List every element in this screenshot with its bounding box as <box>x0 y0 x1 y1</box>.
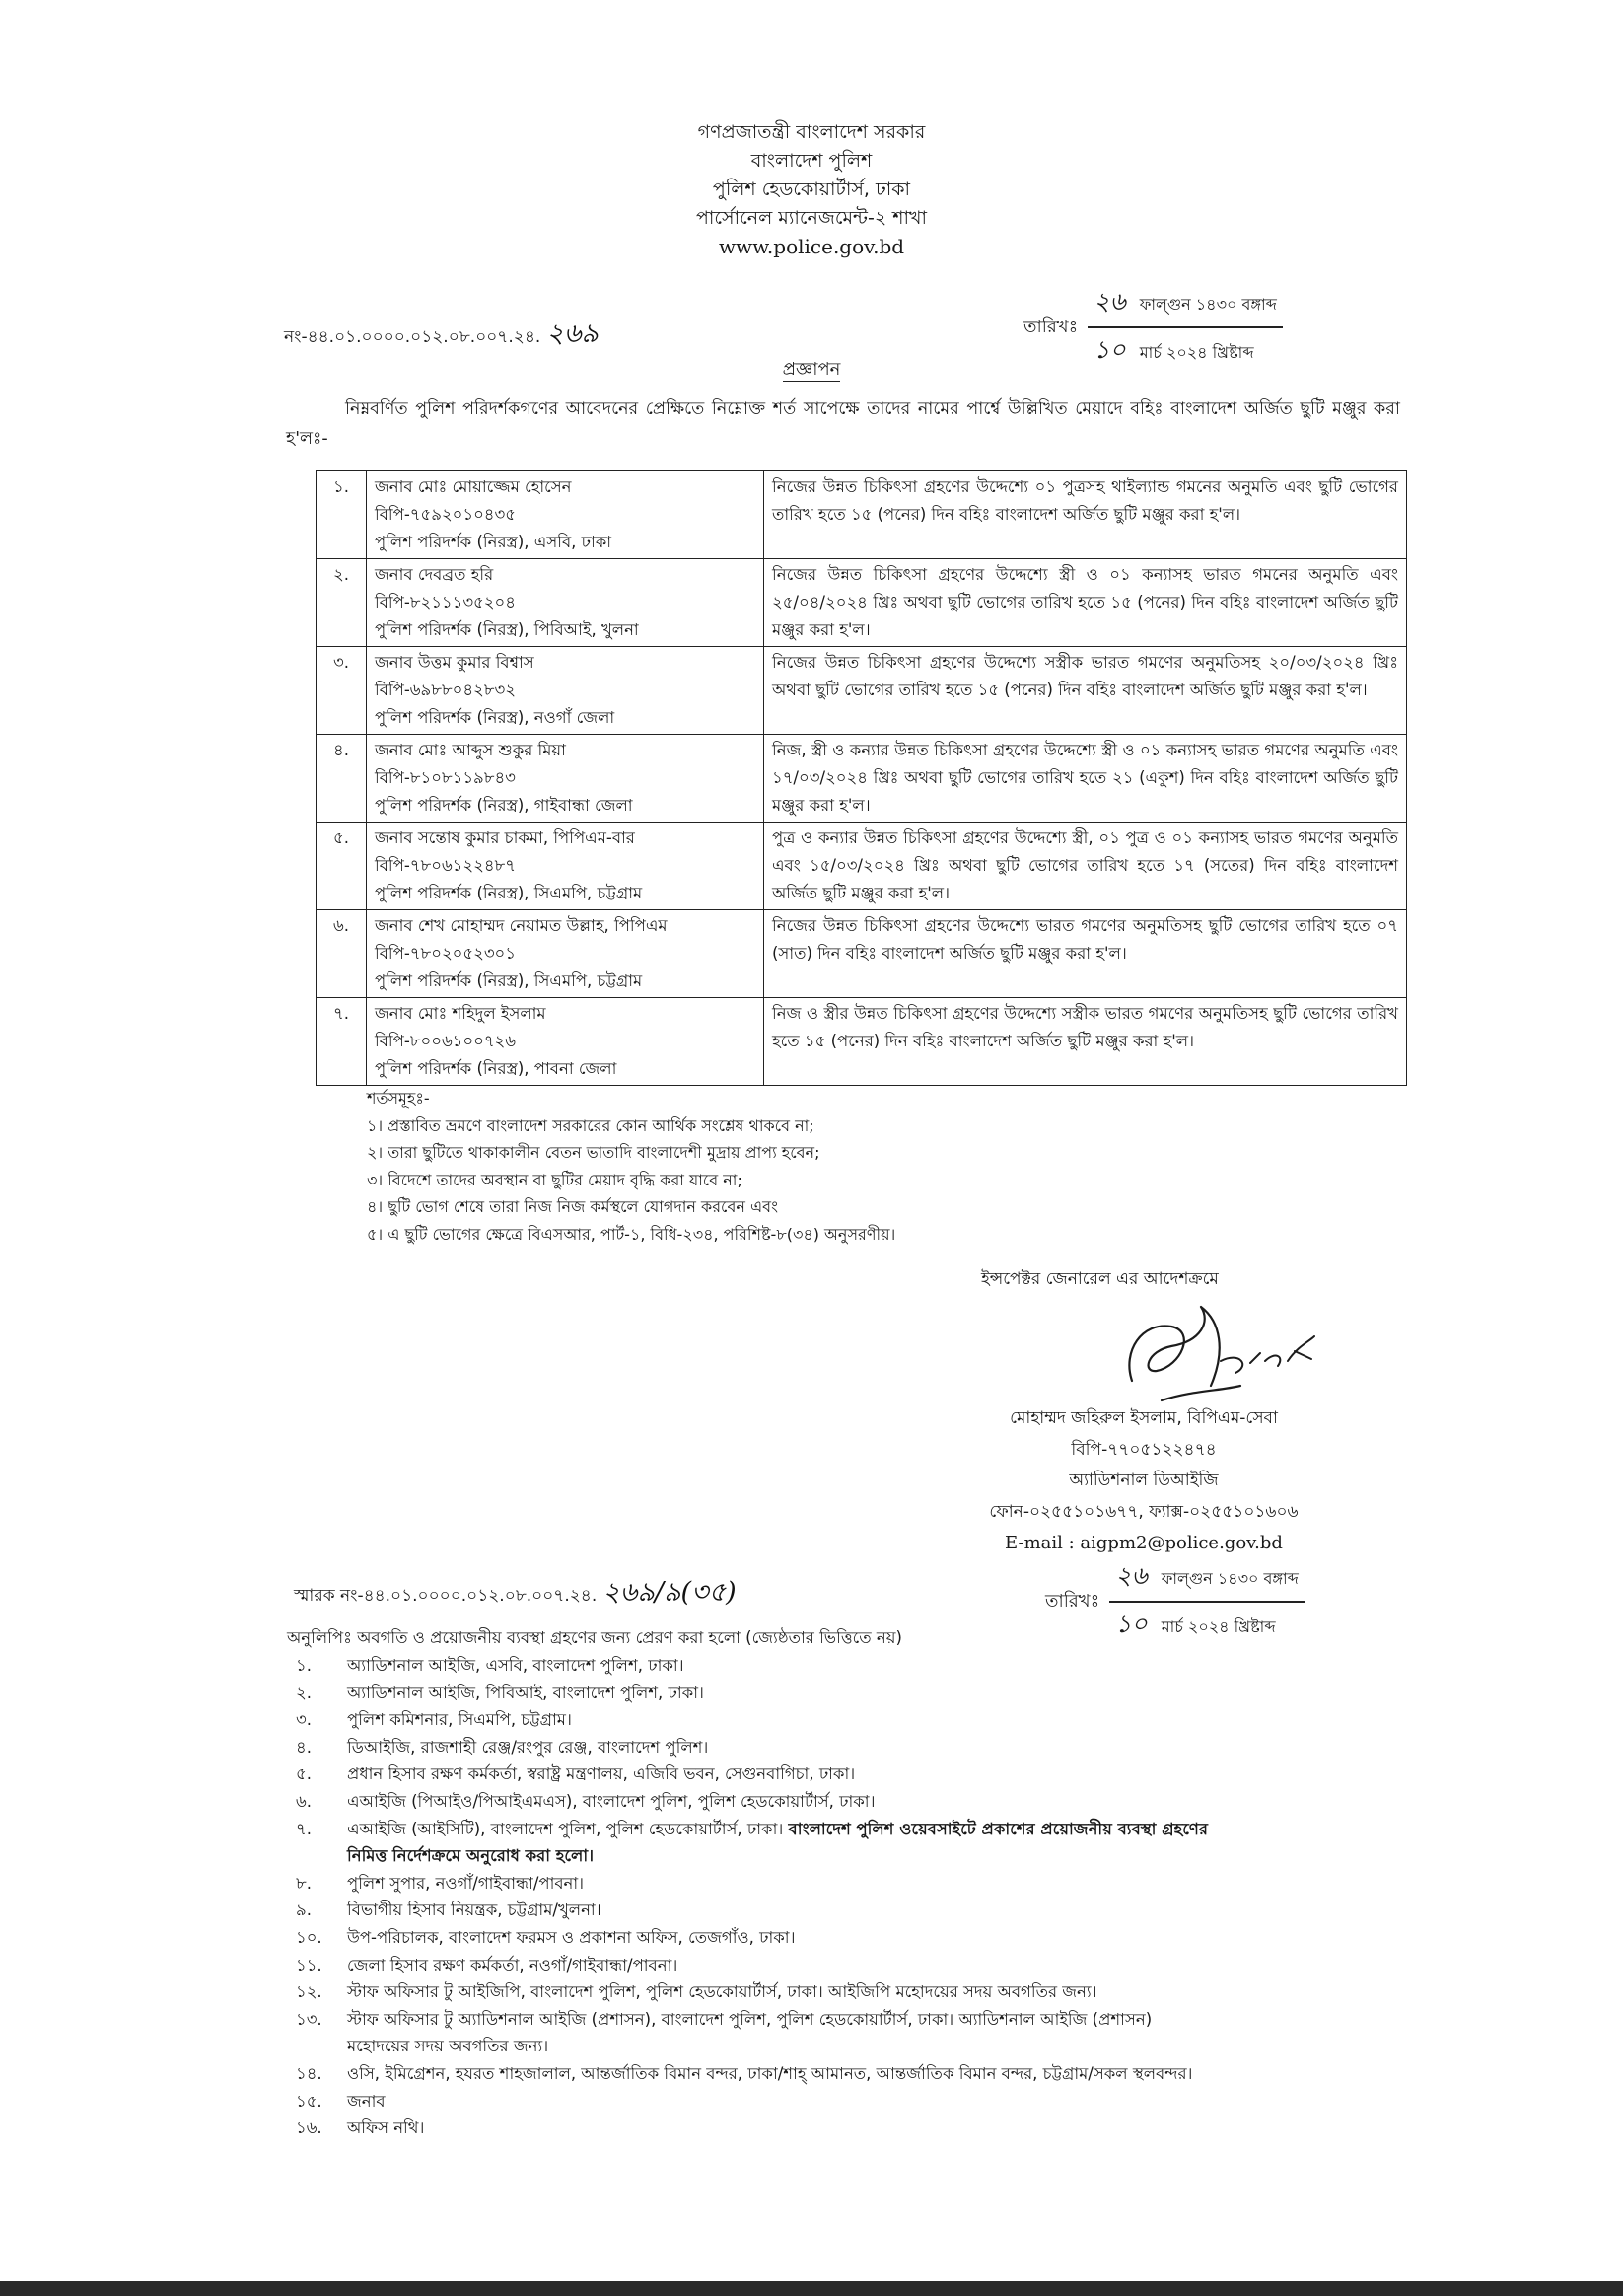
officer-name: জনাব দেবব্রত হরি <box>375 565 494 584</box>
grant-details: নিজের উন্নত চিকিৎসা গ্রহণের উদ্দেশ্যে স্ত্রী ও ০১ কন্যাসহ ভারত গমনের অনুমতি এবং ২৫/০৪/২০২৪ খ্রিঃ অথবা ছুটি ভোগের তারিখ হতে ১৫ (পনের) দিন বহিঃ বাংলাদেশ অর্জিত ছুটি মঞ্জুর করা হ'ল। <box>764 559 1407 647</box>
date-bangla-day: ২৬ <box>1094 287 1126 316</box>
copy-item <box>296 2088 1410 2116</box>
condition-item: ২। তারা ছুটিতে থাকাকালীন বেতন ভাতাদি বাংলাদেশী মুদ্রায় প্রাপ্য হবেন; <box>367 1143 820 1162</box>
condition-item: ৩। বিদেশে তাদের অবস্থান বা ছুটির মেয়াদ বৃদ্ধি করা যাবে না; <box>367 1170 742 1189</box>
officer-post: পুলিশ পরিদর্শক (নিরস্ত্র), পিবিআই, খুলনা <box>375 620 639 639</box>
officer-name: জনাব সন্তোষ কুমার চাকমা, পিপিএম-বার <box>375 828 635 847</box>
copy-text: স্টাফ অফিসার টু আইজিপি, বাংলাদেশ পুলিশ, পুলিশ হেডকোয়ার্টার্স, ঢাকা। আইজিপি মহোদয়ের সদয় অবগতির জন্য। <box>347 1982 1097 2002</box>
copy-number: ৫. <box>296 1764 312 1784</box>
copy-text: অফিস নথি। <box>347 2118 425 2138</box>
copy-number: ২. <box>296 1683 312 1702</box>
copy-number: ৩. <box>296 1710 312 1730</box>
copy-text: বিভাগীয় হিসাব নিয়ন্ত্রক, চট্টগ্রাম/খুলনা। <box>347 1901 601 1920</box>
grant-details: নিজের উন্নত চিকিৎসা গ্রহণের উদ্দেশ্যে ০১ পুত্রসহ থাইল্যান্ড গমনের অনুমতি এবং ছুটি ভোগের তারিখ হতে ১৫ (পনের) দিন বহিঃ বাংলাদেশ অর্জিত ছুটি মঞ্জুর করা হ'ল। <box>764 471 1407 559</box>
grant-row <box>317 823 1407 910</box>
copy-number: ৯. <box>296 1901 312 1920</box>
grant-serial: ১. <box>317 471 367 559</box>
copy-text: পুলিশ কমিশনার, সিএমপি, চট্টগ্রাম। <box>347 1710 572 1730</box>
copy-text: পুলিশ সুপার, নওগাঁ/গাইবান্ধা/পাবনা। <box>347 1873 585 1893</box>
copy-number: ১৬. <box>296 2118 322 2138</box>
date-eng-day: ১০ <box>1094 335 1126 364</box>
copy-item <box>296 2115 1410 2142</box>
grant-details: নিজের উন্নত চিকিৎসা গ্রহণের উদ্দেশ্যে ভারত গমণের অনুমতিসহ ছুটি ভোগের তারিখ হতে ০৭ (সাত) দিন বহিঃ বাংলাদেশ অর্জিত ছুটি মঞ্জুর করা হ'ল। <box>764 910 1407 998</box>
copy-text: অ্যাডিশনাল আইজি, পিবিআই, বাংলাদেশ পুলিশ, ঢাকা। <box>347 1683 704 1702</box>
grant-details: নিজ ও স্ত্রীর উন্নত চিকিৎসা গ্রহণের উদ্দেশ্যে সস্ত্রীক ভারত গমণের অনুমতিসহ ছুটি ভোগের তারিখ হতে ১৫ (পনের) দিন বহিঃ বাংলাদেশ অর্জিত ছুটি মঞ্জুর করা হ'ল। <box>764 998 1407 1086</box>
signer-block <box>917 1403 1371 1559</box>
copy-header: অনুলিপিঃ অবগতি ও প্রয়োজনীয় ব্যবস্থা গ্রহণের জন্য প্রেরণ করা হলো (জ্যেষ্ঠতার ভিত্তিতে নয়) <box>287 1628 902 1647</box>
date-bangla-rest: ফাল্গুন ১৪৩০ বঙ্গাব্দ <box>1139 295 1277 314</box>
grant-officer <box>367 998 764 1086</box>
copy-item <box>296 1652 1410 1680</box>
copy-item <box>296 1897 1410 1924</box>
copy-number: ৬. <box>296 1791 312 1811</box>
grant-serial: ৩. <box>317 647 367 735</box>
memo-number-text: নং-৪৪.০১.০০০০.০১২.০৮.০০৭.২৪. <box>284 327 541 347</box>
copy-number: ৪. <box>296 1737 312 1757</box>
copy-item <box>296 1816 1410 1843</box>
signer-email: E-mail : aigpm2@police.gov.bd <box>1005 1533 1283 1553</box>
condition-item: ৫। এ ছুটি ভোগের ক্ষেত্রে বিএসআর, পার্ট-১, বিধি-২৩৪, পরিশিষ্ট-৮(৩৪) অনুসরণীয়। <box>367 1224 896 1244</box>
signer-bp: বিপি-৭৭০৫১২২৪৭৪ <box>1071 1439 1217 1460</box>
scan-edge <box>0 2281 1623 2296</box>
grant-officer <box>367 823 764 910</box>
copy-item <box>296 1706 1410 1734</box>
conditions <box>367 1085 895 1248</box>
officer-bp: বিপি-৭৫৯২০১০৪৩৫ <box>375 505 516 524</box>
letterhead-line-police: বাংলাদেশ পুলিশ <box>750 150 873 172</box>
officer-post: পুলিশ পরিদর্শক (নিরস্ত্র), এসবি, ঢাকা <box>375 533 612 551</box>
grant-details: নিজ, স্ত্রী ও কন্যার উন্নত চিকিৎসা গ্রহণের উদ্দেশ্যে স্ত্রী ও ০১ কন্যাসহ ভারত গমণের অনুমতি এবং ১৭/০৩/২০২৪ খ্রিঃ অথবা ছুটি ভোগের তারিখ হতে ২১ (একুশ) দিন বহিঃ বাংলাদেশ অর্জিত ছুটি মঞ্জুর করা হ'ল। <box>764 735 1407 823</box>
conditions-title: শর্তসমূহঃ- <box>367 1089 430 1108</box>
grant-details: পুত্র ও কন্যার উন্নত চিকিৎসা গ্রহণের উদ্দেশ্যে স্ত্রী, ০১ পুত্র ও ০১ কন্যাসহ ভারত গমণের অনুমতি এবং ১৫/০৩/২০২৪ খ্রিঃ অথবা ছুটি ভোগের তারিখ হতে ১৭ (সতের) দিন বহিঃ বাংলাদেশ অর্জিত ছুটি মঞ্জুর করা হ'ল। <box>764 823 1407 910</box>
letterhead-line-hq: পুলিশ হেডকোয়ার্টার্স, ঢাকা <box>712 179 911 200</box>
copy-text: এআইজি (পিআইও/পিআইএমএস), বাংলাদেশ পুলিশ, পুলিশ হেডকোয়ার্টার্স, ঢাকা। <box>347 1791 876 1811</box>
grant-serial: ২. <box>317 559 367 647</box>
copy-item <box>296 1870 1410 1898</box>
grant-row <box>317 471 1407 559</box>
letterhead <box>0 118 1623 261</box>
grant-officer <box>367 910 764 998</box>
grant-row <box>317 559 1407 647</box>
copy-item <box>296 1788 1410 1816</box>
copy-text-continued: মহোদয়ের সদয় অবগতির জন্য। <box>347 2037 549 2056</box>
copy-text: উপ-পরিচালক, বাংলাদেশ ফরমস ও প্রকাশনা অফিস, তেজগাঁও, ঢাকা। <box>347 1927 796 1947</box>
leave-grants-table <box>316 470 1407 1086</box>
grant-officer <box>367 559 764 647</box>
officer-bp: বিপি-৮০০৬১০০৭২৬ <box>375 1032 517 1050</box>
copy-number: ১৩. <box>296 2009 322 2029</box>
officer-name: জনাব মোঃ শহিদুল ইসলাম <box>375 1004 546 1023</box>
officer-post: পুলিশ পরিদর্শক (নিরস্ত্র), সিএমপি, চট্টগ্রাম <box>375 971 643 990</box>
date2-bangla-day: ২৬ <box>1115 1561 1148 1590</box>
date2-label: তারিখঃ <box>1045 1590 1100 1612</box>
date-eng-rest: মার্চ ২০২৪ খ্রিষ্টাব্দ <box>1139 343 1254 362</box>
copy-number: ১১. <box>296 1955 322 1974</box>
grant-serial: ৫. <box>317 823 367 910</box>
grant-serial: ৪. <box>317 735 367 823</box>
order-line: ইন্সপেক্টর জেনারেল এর আদেশক্রমে <box>981 1269 1219 1289</box>
copy-text: ডিআইজি, রাজশাহী রেঞ্জ/রংপুর রেঞ্জ, বাংলাদেশ পুলিশ। <box>347 1737 709 1757</box>
notice-title: প্রজ্ঞাপন <box>782 359 841 380</box>
copy-number: ৮. <box>296 1873 312 1893</box>
copy-number: ৭. <box>296 1819 312 1838</box>
copy-text: স্টাফ অফিসার টু অ্যাডিশনাল আইজি (প্রশাসন), বাংলাদেশ পুলিশ, পুলিশ হেডকোয়ার্টার্স, ঢাকা। অ্যাডিশনাল আইজি (প্রশাসন) <box>347 2009 1153 2029</box>
grant-row <box>317 910 1407 998</box>
grant-row <box>317 735 1407 823</box>
copy-number: ১. <box>296 1656 312 1675</box>
copy-item <box>296 2006 1410 2034</box>
officer-post: পুলিশ পরিদর্শক (নিরস্ত্র), গাইবান্ধা জেলা <box>375 796 633 815</box>
copy-number: ১০. <box>296 1927 322 1947</box>
officer-bp: বিপি-৭৮০২০৫২৩০১ <box>375 944 516 963</box>
grant-serial: ৭. <box>317 998 367 1086</box>
memo2-number-text: স্মারক নং-৪৪.০১.০০০০.০১২.০৮.০০৭.২৪. <box>294 1586 598 1606</box>
memo-handwritten-number: ২৬৯ <box>546 319 599 349</box>
copy-text: অ্যাডিশনাল আইজি, এসবি, বাংলাদেশ পুলিশ, ঢাকা। <box>347 1656 684 1675</box>
officer-bp: বিপি-৬৯৮৮০৪২৮৩২ <box>375 681 516 699</box>
grant-officer <box>367 647 764 735</box>
copy-item <box>296 1760 1410 1788</box>
officer-bp: বিপি-৮১০৮১১৯৮৪৩ <box>375 768 516 787</box>
copy-item <box>296 1924 1410 1952</box>
date2-bangla-rest: ফাল্গুন ১৪৩০ বঙ্গাব্দ <box>1161 1569 1299 1588</box>
officer-name: জনাব শেখ মোহাম্মদ নেয়ামত উল্লাহ, পিপিএম <box>375 916 668 935</box>
officer-name: জনাব মোঃ আব্দুস শুকুর মিয়া <box>375 741 566 759</box>
condition-item: ৪। ছুটি ভোগ শেষে তারা নিজ নিজ কর্মস্থলে যোগদান করবেন এবং <box>367 1197 778 1216</box>
copy-text: ওসি, ইমিগ্রেশন, হযরত শাহজালাল, আন্তর্জাতিক বিমান বন্দর, ঢাকা/শাহ্ আমানত, আন্তর্জাতিক বিমান বন্দর, চট্টগ্রাম/সকল স্থলবন্দর। <box>347 2063 1193 2083</box>
officer-name: জনাব উত্তম কুমার বিশ্বাস <box>375 653 534 672</box>
officer-post: পুলিশ পরিদর্শক (নিরস্ত্র), নওগাঁ জেলা <box>375 708 615 727</box>
copy-text: জনাব <box>347 2091 386 2111</box>
officer-post: পুলিশ পরিদর্শক (নিরস্ত্র), সিএমপি, চট্টগ্রাম <box>375 884 643 902</box>
copy-number: ১২. <box>296 1982 322 2002</box>
copy-number: ১৫. <box>296 2091 322 2111</box>
grant-officer <box>367 735 764 823</box>
grant-row <box>317 647 1407 735</box>
memo-number-2 <box>294 1572 737 1616</box>
date2-eng-rest: মার্চ ২০২৪ খ্রিষ্টাব্দ <box>1161 1617 1276 1636</box>
date-block-2 <box>1045 1556 1305 1647</box>
copy-bold-note: বাংলাদেশ পুলিশ ওয়েবসাইটে প্রকাশের প্রয়োজনীয় ব্যবস্থা গ্রহণের <box>788 1819 1208 1838</box>
copy-text: জেলা হিসাব রক্ষণ কর্মকর্তা, নওগাঁ/গাইবান্ধা/পাবনা। <box>347 1955 678 1974</box>
grant-serial: ৬. <box>317 910 367 998</box>
condition-item: ১। প্রস্তাবিত ভ্রমণে বাংলাদেশ সরকারের কোন আর্থিক সংশ্লেষ থাকবে না; <box>367 1115 814 1135</box>
copy-recipients-list <box>296 1652 1410 2142</box>
grant-officer <box>367 471 764 559</box>
officer-post: পুলিশ পরিদর্শক (নিরস্ত্র), পাবনা জেলা <box>375 1059 617 1078</box>
signer-phone: ফোন-০২৫৫১০১৬৭৭, ফ্যাক্স-০২৫৫১০১৬০৬ <box>989 1501 1299 1522</box>
copy-item <box>296 1734 1410 1761</box>
copy-text: প্রধান হিসাব রক্ষণ কর্মকর্তা, স্বরাষ্ট্র মন্ত্রণালয়, এজিবি ভবন, সেগুনবাগিচা, ঢাকা। <box>347 1764 856 1784</box>
signer-name: মোহাম্মদ জহিরুল ইসলাম, বিপিএম-সেবা <box>1010 1408 1278 1428</box>
copy-item <box>296 1978 1410 2006</box>
signer-designation: অ্যাডিশনাল ডিআইজি <box>1069 1471 1219 1490</box>
officer-bp: বিপি-৭৮০৬১২২৪৮৭ <box>375 856 516 875</box>
copy-item <box>296 1680 1410 1707</box>
officer-name: জনাব মোঃ মোয়াজ্জেম হোসেন <box>375 477 572 496</box>
grant-details: নিজের উন্নত চিকিৎসা গ্রহণের উদ্দেশ্যে সস্ত্রীক ভারত গমণের অনুমতিসহ ২০/০৩/২০২৪ খ্রিঃ অথবা ছুটি ভোগের তারিখ হতে ১৫ (পনের) দিন বহিঃ বাংলাদেশ অর্জিত ছুটি মঞ্জুর করা হ'ল। <box>764 647 1407 735</box>
intro-paragraph: নিম্নবর্ণিত পুলিশ পরিদর্শকগণের আবেদনের প্রেক্ষিতে নিম্নোক্ত শর্ত সাপেক্ষে তাদের নামের পার্শ্বে উল্লিখিত মেয়াদে বহিঃ বাংলাদেশ অর্জিত ছুটি মঞ্জুর করা হ'লঃ- <box>286 399 1400 449</box>
copy-text: এআইজি (আইসিটি), বাংলাদেশ পুলিশ, পুলিশ হেডকোয়ার্টার্স, ঢাকা। বাংলাদেশ পুলিশ ওয়েবসাইটে প্রকাশের প্রয়োজনীয় ব্যবস্থা গ্রহণের <box>347 1819 1208 1838</box>
date2-eng-day: ১০ <box>1115 1610 1148 1638</box>
copy-number: ১৪. <box>296 2063 322 2083</box>
memo2-handwritten-number: ২৬৯/৯(৩৫) <box>602 1577 737 1608</box>
copy-bold-note-continued: নিমিত্ত নির্দেশক্রমে অনুরোধ করা হলো। <box>347 1846 595 1866</box>
letterhead-line-govt: গণপ্রজাতন্ত্রী বাংলাদেশ সরকার <box>697 121 926 143</box>
date-label: তারিখঃ <box>1023 316 1079 337</box>
letterhead-line-branch: পার্সোনেল ম্যানেজমেন্ট-২ শাখা <box>696 207 927 229</box>
letterhead-website: www.police.gov.bd <box>718 235 905 258</box>
officer-bp: বিপি-৮২১১১৩৫২০৪ <box>375 593 516 611</box>
copy-item <box>296 1952 1410 1979</box>
memo-number <box>284 314 599 358</box>
grant-row <box>317 998 1407 1086</box>
copy-item <box>296 2060 1410 2088</box>
